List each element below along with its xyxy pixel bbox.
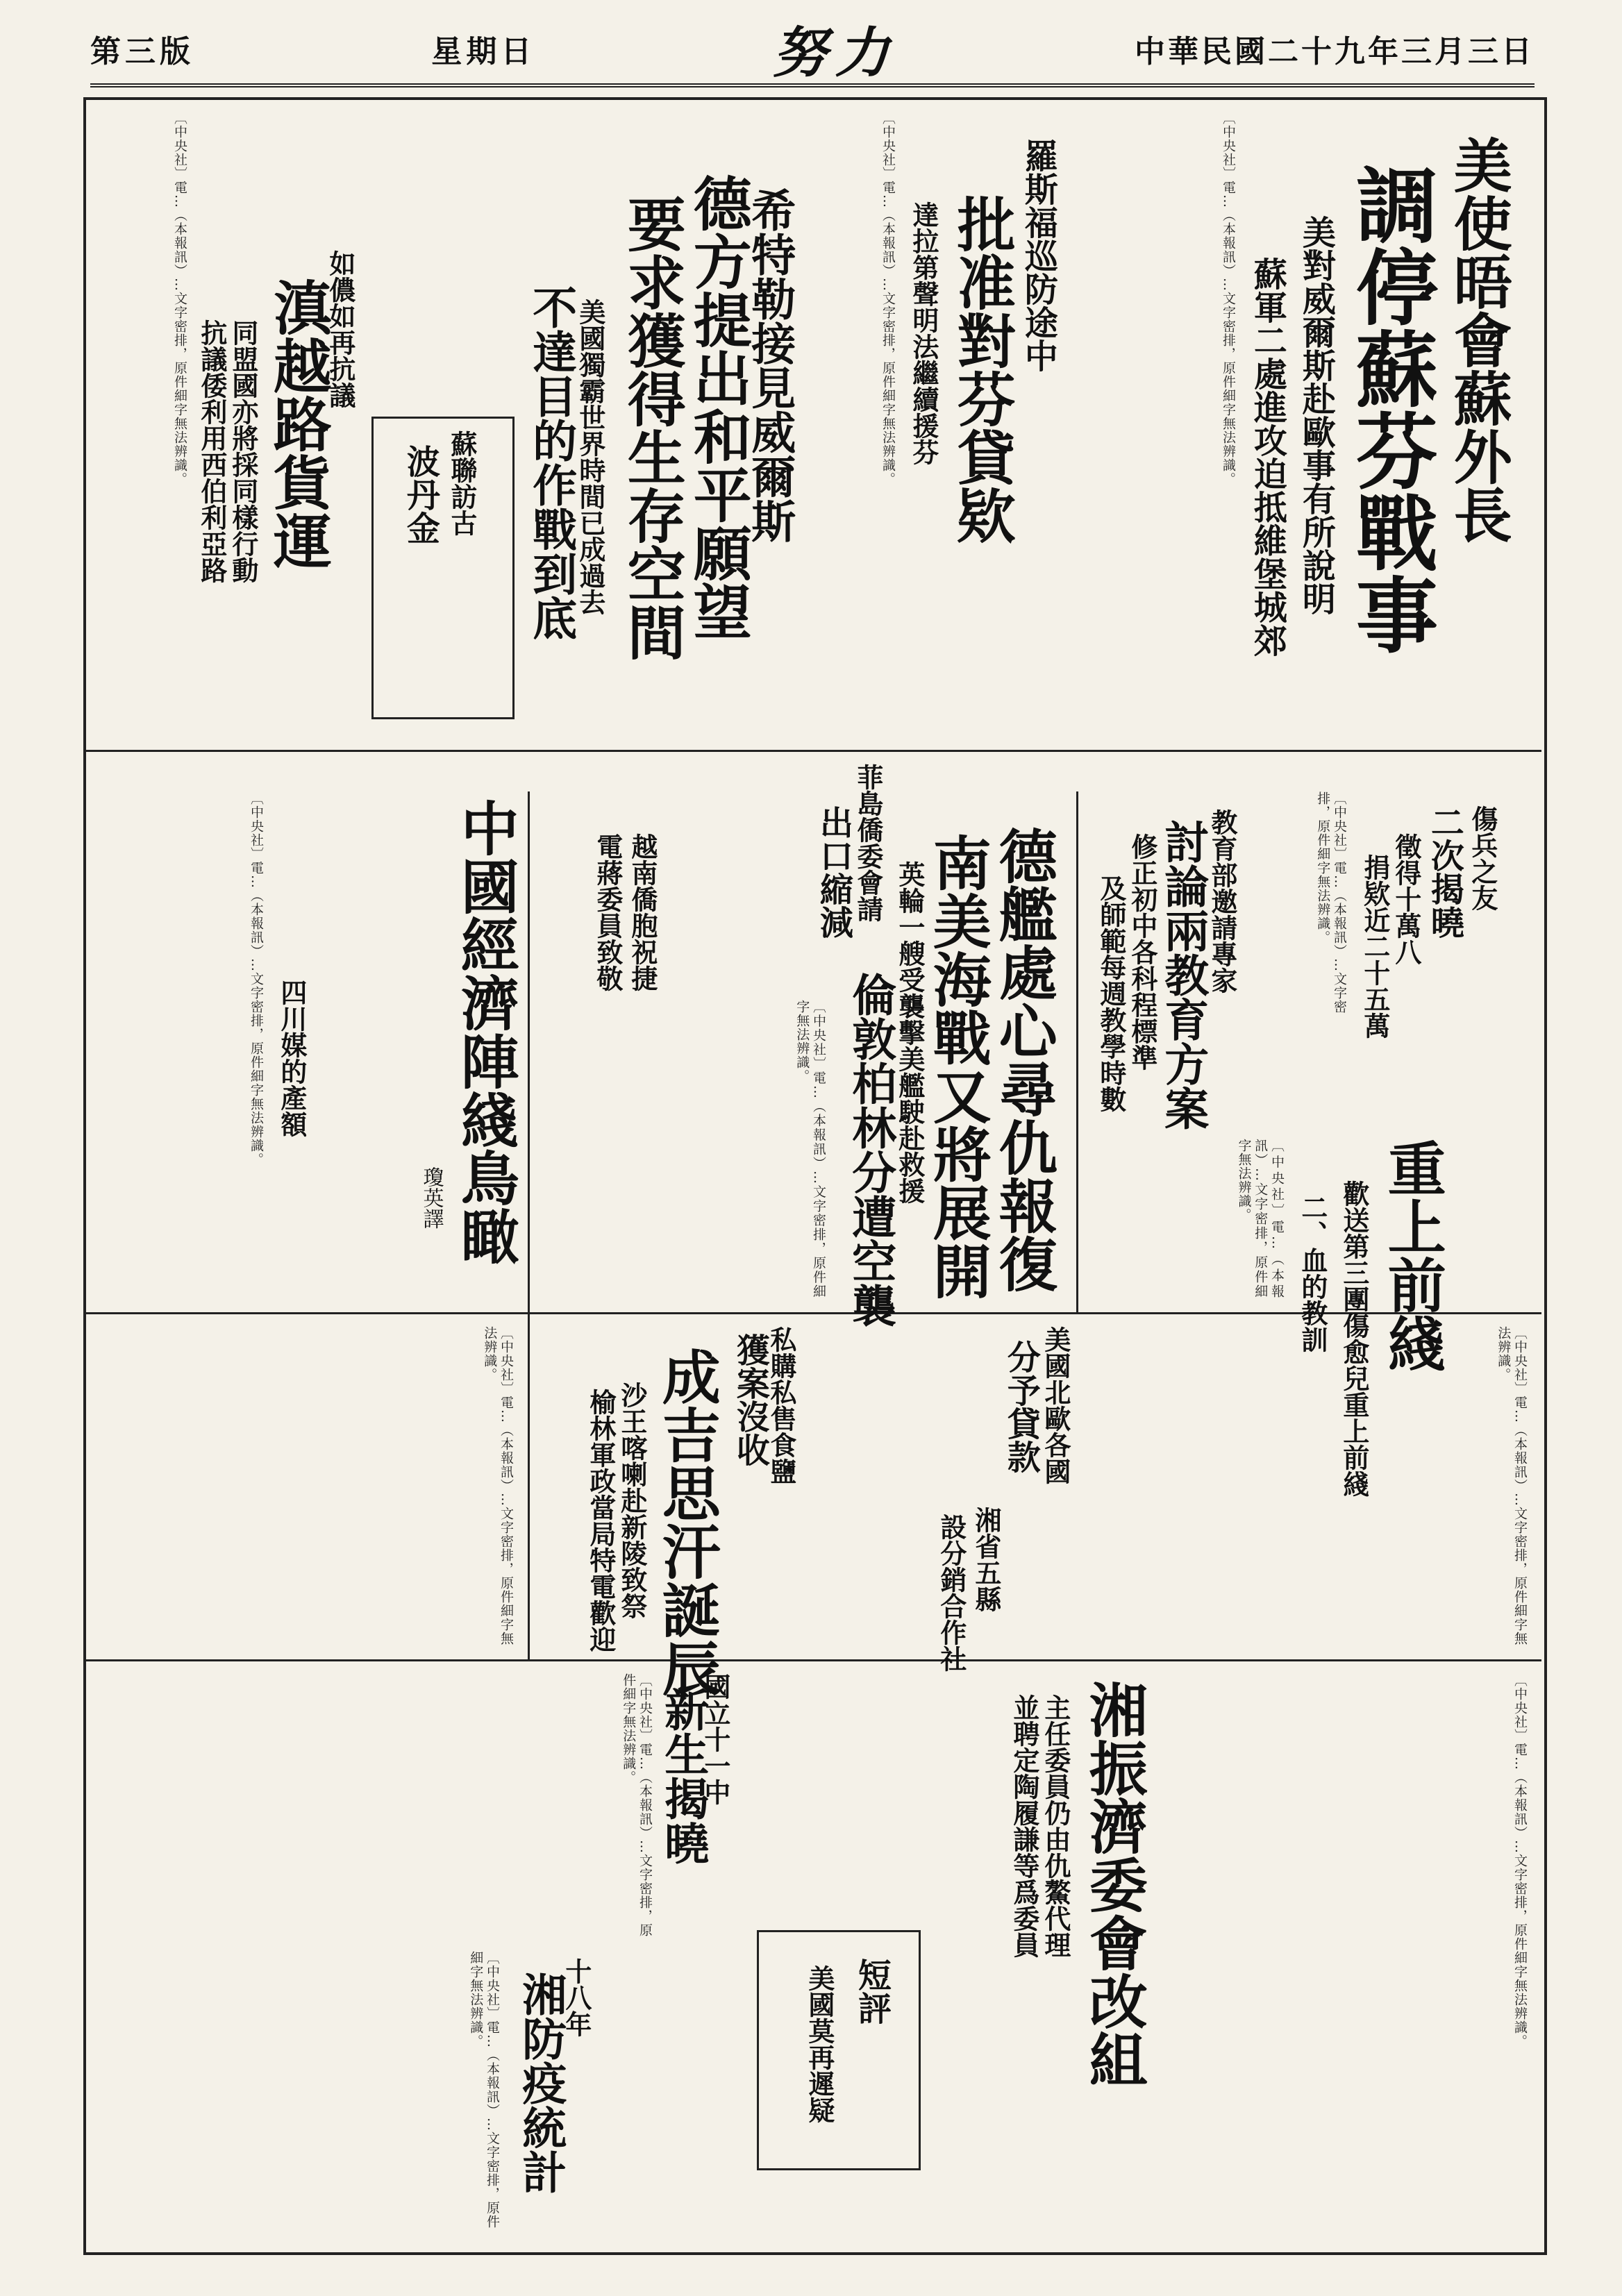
page-number: 第三版 — [90, 34, 194, 69]
headline-p3: 並聘定陶履謙等爲委員 — [1008, 1694, 1040, 1958]
article-j-text: 〔中央社〕電…（本報訊）…文字密排，原件細字無法辨識。 — [1315, 791, 1347, 1014]
article-d-text: 〔中央社〕電…（本報訊）…文字密排，原件細字無法辨識。 — [172, 111, 187, 486]
headline-r2: 美國莫再遲疑 — [803, 1965, 835, 2123]
headline-d1: 如儂如再抗議 — [324, 250, 356, 408]
headline-a3: 美對威爾斯赴歐事有所說明 — [1296, 215, 1336, 615]
headline-f1: 菲島僑委會請 — [852, 764, 884, 922]
headline-s2: 十八年 — [560, 1958, 592, 2037]
weekday: 星期日 — [431, 34, 536, 69]
headline-o2: 設分銷合作社 — [935, 1514, 967, 1672]
headline-i1: 教育部邀請專家 — [1206, 809, 1238, 994]
headline-h2: 南美海戰又將展開 — [923, 833, 993, 1300]
article-t-text: 〔中央社〕電…（本報訊）…文字密排，原件細字無法辨識。 — [621, 1673, 653, 1937]
headline-h3: 英輪一艘受襲擊美艦駛赴救援 — [894, 861, 926, 1204]
article-b-text: 〔中央社〕電…（本報訊）…文字密排，原件細字無法辨識。 — [880, 111, 896, 486]
headline-p2: 主任委員仍由仇鰲代理 — [1039, 1694, 1071, 1958]
headline-a4: 蘇軍二處進攻迫抵維堡城郊 — [1248, 257, 1287, 657]
headline-r1: 短評 — [852, 1958, 892, 2025]
headline-m2: 獲案沒收 — [730, 1333, 770, 1466]
headline-h1: 德艦處心尋仇報復 — [989, 826, 1059, 1293]
headline-i3: 修正初中各科程標準 — [1126, 833, 1158, 1071]
article-h-text: 〔中央社〕電…（本報訊）…文字密排，原件細字無法辨識。 — [794, 1000, 826, 1298]
headline-a2: 調停蘇芬戰事 — [1341, 163, 1439, 655]
headline-b3: 達拉第聲明法繼續援芬 — [908, 201, 939, 465]
newspaper-logo: 努力 — [772, 22, 898, 85]
headline-h4: 倫敦柏林分遭空襲 — [844, 972, 897, 1327]
headline-j3: 徵得十萬八 — [1390, 833, 1422, 965]
headline-e1: 波丹金 — [401, 444, 440, 544]
headline-a1: 美使晤會蘇外長 — [1444, 135, 1514, 544]
headline-c2: 德方提出和平願望 — [684, 174, 753, 640]
article-k-text: 〔中央社〕電…（本報訊）…文字密排，原件細字無法辨識。 — [1236, 1139, 1285, 1298]
headline-j2: 二次揭曉 — [1425, 805, 1464, 939]
article-k-continued: 〔中央社〕電…（本報訊）…文字密排，原件細字無法辨識。 — [1496, 1326, 1528, 1645]
byline-g: 瓊英譯 — [419, 1166, 444, 1229]
headline-c5: 不達目的作戰到底 — [525, 285, 578, 640]
headline-d4: 抗議倭利用西伯利亞路 — [196, 319, 228, 583]
headline-d3: 同盟國亦將採同樣行動 — [227, 319, 259, 583]
headline-n1: 成吉思汗誕辰 — [653, 1347, 722, 1697]
headline-n2: 沙王喀喇赴新陵致祭 — [616, 1382, 648, 1619]
article-s-text: 〔中央社〕電…（本報訊）…文字密排，原件細字無法辨識。 — [468, 1951, 500, 2229]
feature-box — [371, 417, 515, 719]
headline-d2: 滇越路貨運 — [264, 278, 333, 569]
headline-e2: 蘇聯訪古 — [446, 430, 478, 536]
headline-j1: 傷兵之友 — [1466, 805, 1498, 911]
headline-f4: 電蔣委員致敬 — [592, 833, 624, 991]
headline-p1: 湘振濟委會改組 — [1080, 1680, 1149, 2088]
masthead — [90, 14, 1535, 87]
headline-m1: 私購私售食鹽 — [765, 1326, 797, 1484]
headline-k1: 重上前綫 — [1378, 1139, 1448, 1372]
headline-f2: 出口縮減 — [814, 805, 853, 939]
article-left-mid-text: 〔中央社〕電…（本報訊）…文字密排，原件細字無法辨識。 — [482, 1326, 514, 1645]
column-divider — [1076, 791, 1078, 1312]
column-divider — [528, 791, 530, 1659]
headline-o1: 湘省五縣 — [970, 1507, 1002, 1612]
headline-g2: 四川媒的產額 — [276, 979, 308, 1137]
headline-g1: 中國經濟陣綫鳥瞰 — [451, 798, 521, 1265]
headline-l2: 分予貸款 — [1001, 1340, 1041, 1473]
headline-l1: 美國北歐各國 — [1039, 1326, 1071, 1484]
commentary-box — [757, 1930, 921, 2170]
article-a-text: 〔中央社〕電…（本報訊）…文字密排，原件細字無法辨識。 — [1221, 111, 1236, 486]
headline-k3: 二、血的教訓 — [1296, 1194, 1328, 1352]
issue-date: 中華民國二十九年三月三日 — [1135, 34, 1535, 69]
headline-s1: 湘防疫統計 — [515, 1972, 567, 2194]
headline-n3: 榆林軍政當局特電歡迎 — [585, 1389, 617, 1652]
headline-b1: 羅斯福巡防途中 — [1019, 139, 1058, 372]
headline-f3: 越南僑胞祝捷 — [626, 833, 658, 991]
article-g-text: 〔中央社〕電…（本報訊）…文字密排，原件細字無法辨識。 — [249, 791, 264, 1166]
headline-k2: 歡送第三團傷愈兒重上前綫 — [1338, 1180, 1370, 1497]
headline-i4: 及師範每週教學時數 — [1095, 875, 1127, 1112]
section-divider — [83, 1659, 1541, 1661]
headline-c3: 要求獲得生存空間 — [618, 194, 687, 661]
article-p-text: 〔中央社〕電…（本報訊）…文字密排，原件細字無法辨識。 — [1512, 1673, 1528, 2048]
headline-j4: 捐欵近二十五萬 — [1359, 854, 1391, 1039]
headline-i2: 討論兩教育方案 — [1157, 819, 1210, 1130]
headline-c1: 希特勒接見威爾斯 — [744, 187, 796, 543]
headline-q2: 國立十一中 — [699, 1673, 731, 1805]
headline-b2: 批准對芬貸欵 — [948, 194, 1017, 544]
section-divider — [83, 750, 1541, 752]
headline-q1: 新生揭曉 — [657, 1687, 710, 1865]
headline-c4: 美國獨霸世界時間已成過去 — [574, 299, 606, 615]
